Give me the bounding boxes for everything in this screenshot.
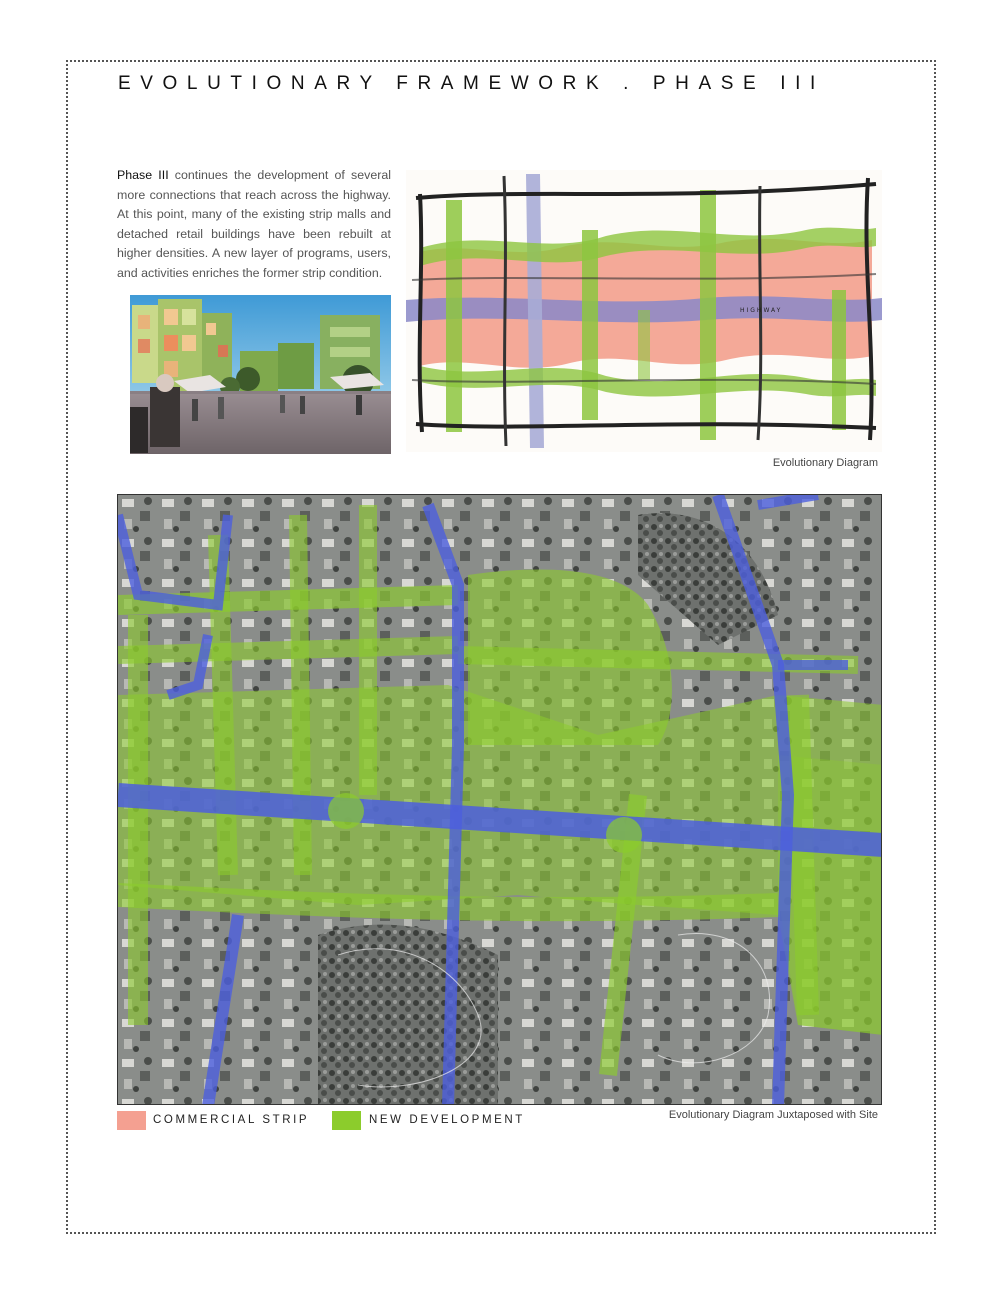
site-aerial-map bbox=[117, 494, 882, 1105]
intro-body: continues the development of several more connections that reach across the highway. At this point, many of the existing strip malls and detached retail buildings have been rebuilt at higher densities. A new layer of programs, users, and activities enriches the former strip condition. bbox=[117, 168, 391, 280]
evolutionary-diagram-sketch bbox=[406, 170, 882, 452]
page-title: EVOLUTIONARY FRAMEWORK . PHASE III bbox=[118, 73, 825, 94]
sketch-caption: Evolutionary Diagram bbox=[772, 457, 878, 469]
street-rendering-image bbox=[130, 295, 391, 454]
commercial-strip-label: COMMERCIAL STRIP bbox=[153, 1114, 310, 1126]
new-development-label: NEW DEVELOPMENT bbox=[369, 1114, 525, 1126]
intro-lead: Phase III bbox=[117, 168, 169, 182]
site-map-caption: Evolutionary Diagram Juxtaposed with Site bbox=[668, 1109, 878, 1121]
commercial-strip-swatch bbox=[117, 1111, 146, 1130]
highway-label: HIGHWAY bbox=[740, 307, 783, 314]
intro-paragraph bbox=[117, 166, 391, 284]
new-development-swatch bbox=[332, 1111, 361, 1130]
